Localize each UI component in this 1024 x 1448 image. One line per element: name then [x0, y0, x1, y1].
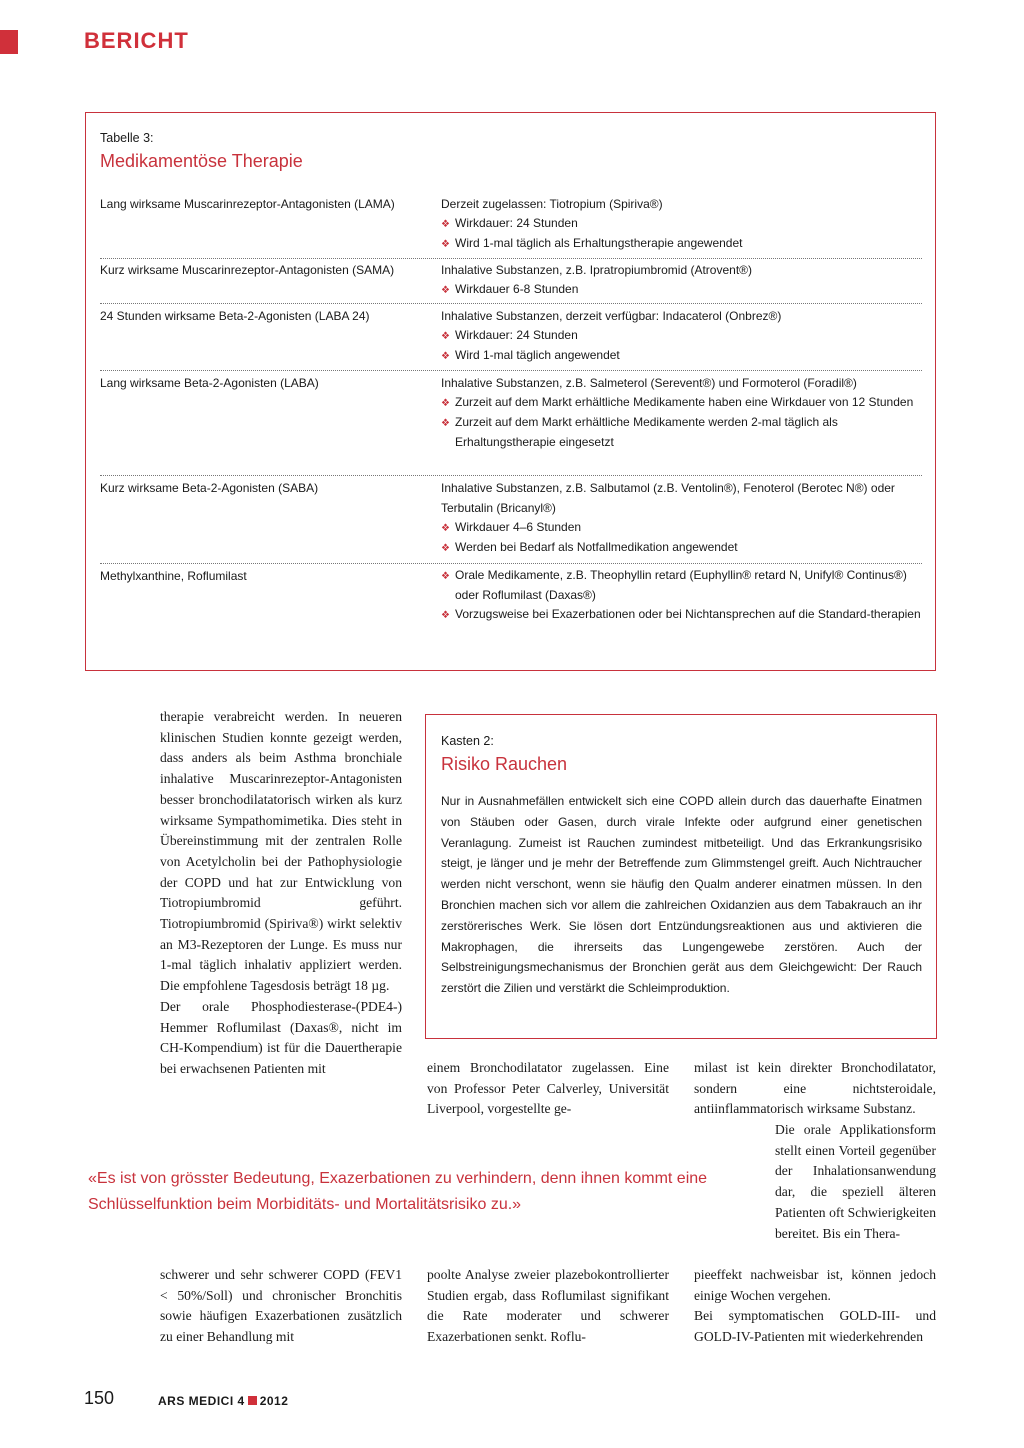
table-row-label: Kurz wirksame Beta-2-Agonisten (SABA): [100, 481, 319, 495]
row-divider: [100, 475, 922, 476]
table-row-label: Methylxanthine, Roflumilast: [100, 569, 247, 583]
table-title: Medikamentöse Therapie: [100, 151, 303, 171]
table-bullet: ❖ Wirkdauer 6-8 Stunden: [441, 280, 926, 300]
journal-year: 2012: [259, 1394, 289, 1408]
square-icon: [248, 1396, 257, 1405]
kasten-label: Kasten 2:: [441, 734, 494, 748]
body-paragraph: Bei symptomatischen GOLD-III- und GOLD-IV-Patienten mit wiederkehrenden: [694, 1308, 936, 1345]
table-row-intro: Inhalative Substanzen, derzeit verfügbar: Indacaterol (Onbrez®): [441, 309, 782, 323]
table-row-label: Lang wirksame Beta-2-Agonisten (LABA): [100, 376, 319, 390]
table-row-label: 24 Stunden wirksame Beta-2-Agonisten (LABA 24): [100, 309, 370, 323]
body-column-3-top: milast ist kein direkter Bronchodilatator, sondern eine nichtsteroidale, antiinflammatorisch wirksame Substanz.: [694, 1060, 936, 1117]
body-paragraph: Der orale Phosphodiesterase-(PDE4-) Hemmer Roflumilast (Daxas®, nicht im CH-Kompendium) ist für die Dauertherapie bei erwachsenen Patienten mit: [160, 998, 402, 1076]
table-row-intro: Inhalative Substanzen, z.B. Salbutamol (z.B. Ventolin®), Fenoterol (Berotec N®) oder Terbutalin (Bricanyl®): [441, 481, 895, 515]
body-column-3-bottom: [694, 1265, 936, 1348]
table-bullet: ❖ Zurzeit auf dem Markt erhältliche Medikamente haben eine Wirkdauer von 12 Stunden: [441, 393, 926, 413]
table-bullet: ❖ Wirkdauer: 24 Stunden: [441, 214, 926, 234]
body-paragraph: therapie verabreicht werden. In neueren klinischen Studien konnte gezeigt werden, dass anders als beim Asthma bronchiale inhalative Muscarinrezeptor-Antagonisten besser bronchodilatatorisch wirken als kurz wirksame Sympathomimetika. Dies steht in Übereinstimmung mit der zentralen Rolle von Acetylcholin bei der Pathophysiologie der COPD und hat zur Entwicklung von Tiotropiumbromid geführt. Tiotropiumbromid (Spiriva®) wirkt selektiv an M3-Rezeptoren der Lunge. Es muss nur 1-mal täglich inhalativ appliziert werden. Die empfohlene Tagesdosis beträgt 18 µg.: [160, 709, 402, 994]
journal-title: ARS MEDICI 4: [158, 1394, 245, 1408]
table-bullet: ❖ Wirkdauer: 24 Stunden: [441, 326, 926, 346]
table-row-intro: Inhalative Substanzen, z.B. Salmeterol (Serevent®) und Formoterol (Foradil®): [441, 376, 857, 390]
body-paragraph: pieeffekt nachweisbar ist, können jedoch einige Wochen vergehen.: [694, 1267, 936, 1303]
row-divider: [100, 370, 922, 371]
body-column-2-bottom: poolte Analyse zweier plazebokontrollierter Studien ergab, dass Roflumilast signifikant die Rate moderater und schwerer Exazerbationen senkt. Roflu-: [427, 1267, 669, 1345]
row-divider: [100, 303, 922, 304]
body-column-1-top: [160, 707, 402, 1080]
body-column-2-top: einem Bronchodilatator zugelassen. Eine von Professor Peter Calverley, Universität Liverpool, vorgestellte ge-: [427, 1060, 669, 1117]
table-row-label: Kurz wirksame Muscarinrezeptor-Antagonisten (SAMA): [100, 263, 395, 277]
table-row-intro: Derzeit zugelassen: Tiotropium (Spiriva®): [441, 197, 663, 211]
table-bullet: ❖ Orale Medikamente, z.B. Theophyllin retard (Euphyllin® retard N, Unifyl® Continus®) oder Roflumilast (Daxas®): [441, 566, 926, 605]
table-row-intro: Inhalative Substanzen, z.B. Ipratropiumbromid (Atrovent®): [441, 263, 752, 277]
row-divider: [100, 563, 922, 564]
table-row-label: Lang wirksame Muscarinrezeptor-Antagonisten (LAMA): [100, 197, 395, 211]
journal-name: [158, 1394, 288, 1408]
table-bullet: ❖ Wird 1-mal täglich angewendet: [441, 346, 926, 366]
table-bullet: ❖ Vorzugsweise bei Exazerbationen oder bei Nichtansprechen auf die Standard-therapien: [441, 605, 926, 625]
table-bullet: ❖ Zurzeit auf dem Markt erhältliche Medikamente werden 2-mal täglich als Erhaltungstherapie eingesetzt: [441, 413, 926, 452]
table-bullet: ❖ Wird 1-mal täglich als Erhaltungstherapie angewendet: [441, 234, 926, 254]
kasten-title: Risiko Rauchen: [441, 754, 568, 774]
kasten-text: Nur in Ausnahmefällen entwickelt sich eine COPD allein durch das dauerhafte Einatmen von Stäuben oder Gasen, durch virale Infekte oder aufgrund einer genetischen Veranlagung. Zumeist ist Rauchen zumindest mitbeteiligt. Und das Erkrankungsrisiko steigt, je länger und je mehr der Betreffende zum Glimmstengel greift. Auch Nichtraucher werden nicht verschont, wenn sie häufig den Qualm anderer einatmen müssen. In den Bronchien machen sich vor allem die zahlreichen Oxidanzien aus dem Tabakrauch an ihr zerstörerisches Werk. Sie lösen dort Entzündungsreaktionen aus und aktivieren die Makrophagen, die ihrerseits das Lungengewebe zerstören. Auch der Selbstreinigungsmechanismus der Bronchien gerät aus dem Gleichgewicht: Der Rauch zerstört die Zilien und verstärkt die Schleimproduktion.: [441, 794, 922, 996]
table-label: Tabelle 3:: [100, 131, 154, 145]
table-bullet: ❖ Werden bei Bedarf als Notfallmedikation angewendet: [441, 538, 926, 558]
section-marker: [0, 30, 18, 54]
pull-quote: «Es ist von grösster Bedeutung, Exazerbationen zu verhindern, denn ihnen kommt eine Schlüsselfunktion beim Morbiditäts- und Mortalitätsrisiko zu.»: [88, 1170, 708, 1213]
row-divider: [100, 258, 922, 259]
section-title: BERICHT: [84, 28, 189, 53]
page-number: 150: [84, 1388, 115, 1408]
body-column-1-bottom: schwerer und sehr schwerer COPD (FEV1 < 50%/Soll) und chronischer Bronchitis sowie häufigen Exazerbationen zusätzlich zu einer Behandlung mit: [160, 1267, 402, 1345]
body-column-3-mid: Die orale Applikationsform stellt einen Vorteil gegenüber der Inhalationsanwendung dar, die speziell älteren Patienten oft Schwierigkeiten bereitet. Bis ein Thera-: [775, 1122, 936, 1241]
table-bullet: ❖ Wirkdauer 4–6 Stunden: [441, 518, 926, 538]
